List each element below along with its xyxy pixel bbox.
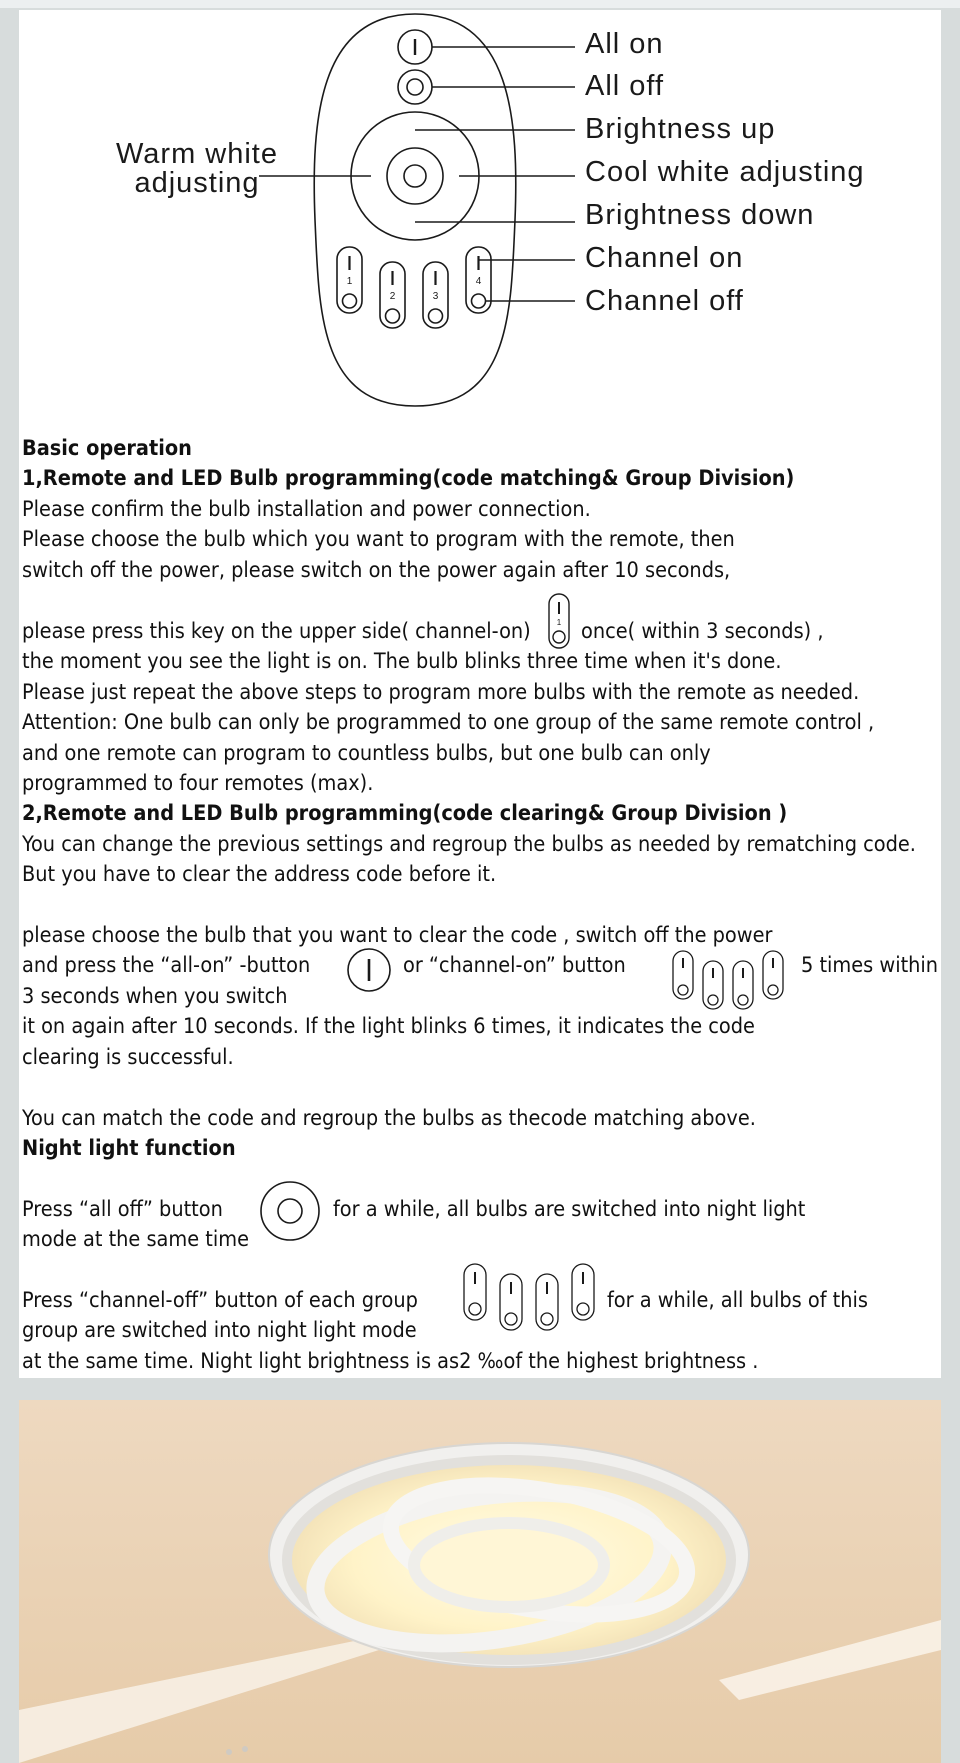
p1-line9: programmed to four remotes (max).: [22, 771, 374, 796]
remote-outline: [314, 14, 516, 406]
night-line2c: group are switched into night light mode: [22, 1318, 417, 1343]
p2-line6: it on again after 10 seconds. If the light blinks 6 times, it indicates the code: [22, 1014, 755, 1039]
label-cool-white: Cool white adjusting: [585, 156, 865, 188]
channel-4-number: 4: [475, 276, 482, 287]
p2-line3: please choose the bulb that you want to clear the code , switch off the power: [22, 923, 773, 948]
heading-code-clearing: 2,Remote and LED Bulb programming(code clearing& Group Division ): [22, 801, 788, 826]
label-channel-off: Channel off: [585, 285, 744, 317]
channel-2-number: 2: [389, 291, 396, 302]
p2-line4c: 5 times within: [801, 953, 939, 978]
channel-off-buttons-icon: [463, 1263, 599, 1333]
p2-line8: You can match the code and regroup the bulbs as thecode matching above.: [22, 1106, 756, 1131]
p1-line3: switch off the power, please switch on the power again after 10 seconds,: [22, 558, 731, 583]
night-line2d: at the same time. Night light brightness is as2 ‰of the highest brightness .: [22, 1349, 759, 1374]
all-on-button-small-icon: [346, 947, 392, 993]
p2-line1: You can change the previous settings and regroup the bulbs as needed by rematching code.: [22, 832, 916, 857]
label-warm-white-line2: adjusting: [134, 167, 260, 199]
channel-on-buttons-icon: [672, 950, 786, 1012]
label-warm-white: [97, 140, 297, 198]
p2-line5: 3 seconds when you switch: [22, 984, 288, 1009]
dial-center-icon: [387, 148, 443, 204]
night-line1c: mode at the same time: [22, 1227, 249, 1252]
night-line1b: for a while, all bulbs are switched into night light: [333, 1197, 806, 1222]
night-line2a: Press “channel-off” button of each group: [22, 1288, 418, 1313]
label-channel-on: Channel on: [585, 242, 744, 274]
label-all-on: All on: [585, 28, 664, 60]
label-brightness-down: Brightness down: [585, 199, 815, 231]
p1-line8: and one remote can program to countless bulbs, but one bulb can only: [22, 741, 711, 766]
p1-line5: the moment you see the light is on. The bulb blinks three time when it's done.: [22, 649, 782, 674]
ceiling-lamp-photo: [19, 1400, 941, 1763]
all-off-button-small-icon: [259, 1180, 321, 1242]
heading-code-matching: 1,Remote and LED Bulb programming(code matching& Group Division): [22, 466, 795, 491]
p2-line7: clearing is successful.: [22, 1045, 234, 1070]
all-off-button-icon: [398, 70, 432, 104]
ceiling-lamp-image: [19, 1400, 941, 1763]
heading-night-light: Night light function: [22, 1136, 236, 1161]
label-all-off: All off: [585, 70, 665, 102]
label-brightness-up: Brightness up: [585, 113, 776, 145]
channel-3-number: 3: [432, 291, 439, 302]
channel-on-key-icon: [548, 593, 570, 649]
label-warm-white-line1: Warm white: [116, 138, 278, 170]
p1-line1: Please confirm the bulb installation and power connection.: [22, 497, 591, 522]
p1-line4a: please press this key on the upper side( channel-on): [22, 619, 531, 644]
top-border: [0, 0, 960, 8]
heading-basic-operation: Basic operation: [22, 436, 192, 461]
p1-line2: Please choose the bulb which you want to program with the remote, then: [22, 527, 735, 552]
p2-line4b: or “channel-on” button: [403, 953, 626, 978]
p2-line4a: and press the “all-on” -button: [22, 953, 311, 978]
p2-line2: But you have to clear the address code before it.: [22, 862, 497, 887]
p1-line4b: once( within 3 seconds) ,: [581, 619, 824, 644]
p1-line6: Please just repeat the above steps to program more bulbs with the remote as needed.: [22, 680, 860, 705]
svg-text:1: 1: [556, 618, 562, 627]
p1-line7: Attention: One bulb can only be programmed to one group of the same remote control ,: [22, 710, 875, 735]
night-line2b: for a while, all bulbs of this: [607, 1288, 868, 1313]
night-line1a: Press “all off” button: [22, 1197, 223, 1222]
channel-1-number: 1: [346, 276, 353, 287]
